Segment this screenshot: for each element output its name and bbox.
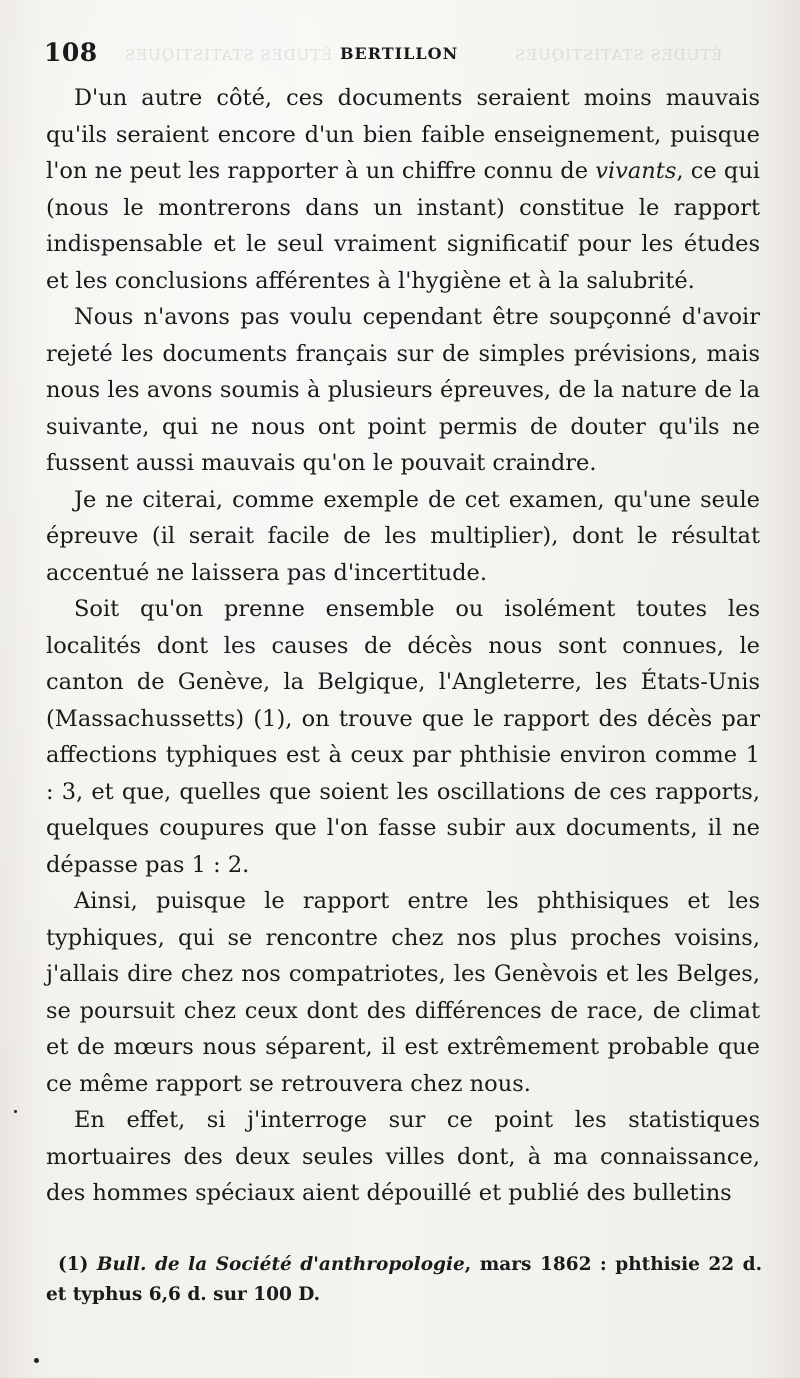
paragraph-2 (46, 299, 760, 482)
bleed-through-text-right: ÉTUDES STATISTIQUES (514, 46, 723, 64)
footnote (46, 1250, 762, 1310)
paragraph-1 (46, 80, 760, 299)
paragraph-4 (46, 591, 760, 883)
page-number: 108 (44, 38, 98, 67)
footnote-marker: (1) (58, 1254, 97, 1275)
paragraph-6-text: En effet, si j'interroge sur ce point les statistiques mortuaires des deux seules villes dont, à ma connaissance, des hommes spéciaux aient dépouillé et publié des bulletins (46, 1107, 760, 1206)
footnote-text: , mars 1862 : phthisie 22 d. et typhus 6,6 d. sur 100 D. (46, 1254, 763, 1305)
paragraph-5-text: Ainsi, puisque le rapport entre les phthisiques et les typhiques, qui se rencontre chez nos plus proches voisins, j'allais dire chez nos compatriotes, les Genèvois et les Belges, se poursuit chez ceux dont des différences de race, de climat et de mœurs nous séparent, il est extrêmement probable que ce même rapport se retrouvera chez nous. (46, 888, 760, 1097)
paragraph-3 (46, 482, 760, 592)
paragraph-6 (46, 1102, 760, 1212)
footnote-source-title: Bull. de la Société d'anthropologie (96, 1254, 465, 1275)
paragraph-1-text: D'un autre côté, ces documents seraient moins mauvais qu'ils seraient encore d'un bien faible enseignement, puisque l'on ne peut les rapporter à un chiffre connu de (46, 85, 760, 184)
bleed-through-text-left: ÉTUDES STATISTIQUES (124, 46, 333, 64)
page-header (44, 38, 770, 70)
paragraph-3-text: Je ne citerai, comme exemple de cet examen, qu'une seule épreuve (il serait facile de les multiplier), dont le résultat accentué ne laissera pas d'incertitude. (46, 486, 760, 586)
paragraph-5 (46, 883, 760, 1102)
ink-speck (14, 1110, 17, 1113)
running-head: BERTILLON (340, 44, 459, 63)
paragraph-2-text: Nous n'avons pas voulu cependant être soupçonné d'avoir rejeté les documents français sur de simples prévisions, mais nous les avons soumis à plusieurs épreuves, de la nature de la suivante, qui ne nous ont point permis de douter qu'ils ne fussent aussi mauvais qu'on le pouvait craindre. (46, 304, 760, 476)
body-text (46, 80, 760, 1212)
paragraph-1-text-end: , ce qui (nous le montrerons dans un instant) constitue le rapport indispensable et le seul vraiment significatif pour les études et les conclusions afférentes à l'hygiène et à la salubrité. (46, 158, 760, 294)
ink-speck (34, 1358, 39, 1363)
paragraph-4-text: Soit qu'on prenne ensemble ou isolément toutes les localités dont les causes de décès nous sont connues, le canton de Genève, la Belgique, l'Angleterre, les États-Unis (Massachussetts) (1), on trouve que le rapport des décès par affections typhiques est à ceux par phthisie environ comme 1 : 3, et que, quelles que soient les oscillations de ces rapports, quelques coupures que l'on fasse subir aux documents, il ne dépasse pas 1 : 2. (46, 596, 760, 878)
paragraph-1-emphasis: vivants (595, 158, 677, 184)
